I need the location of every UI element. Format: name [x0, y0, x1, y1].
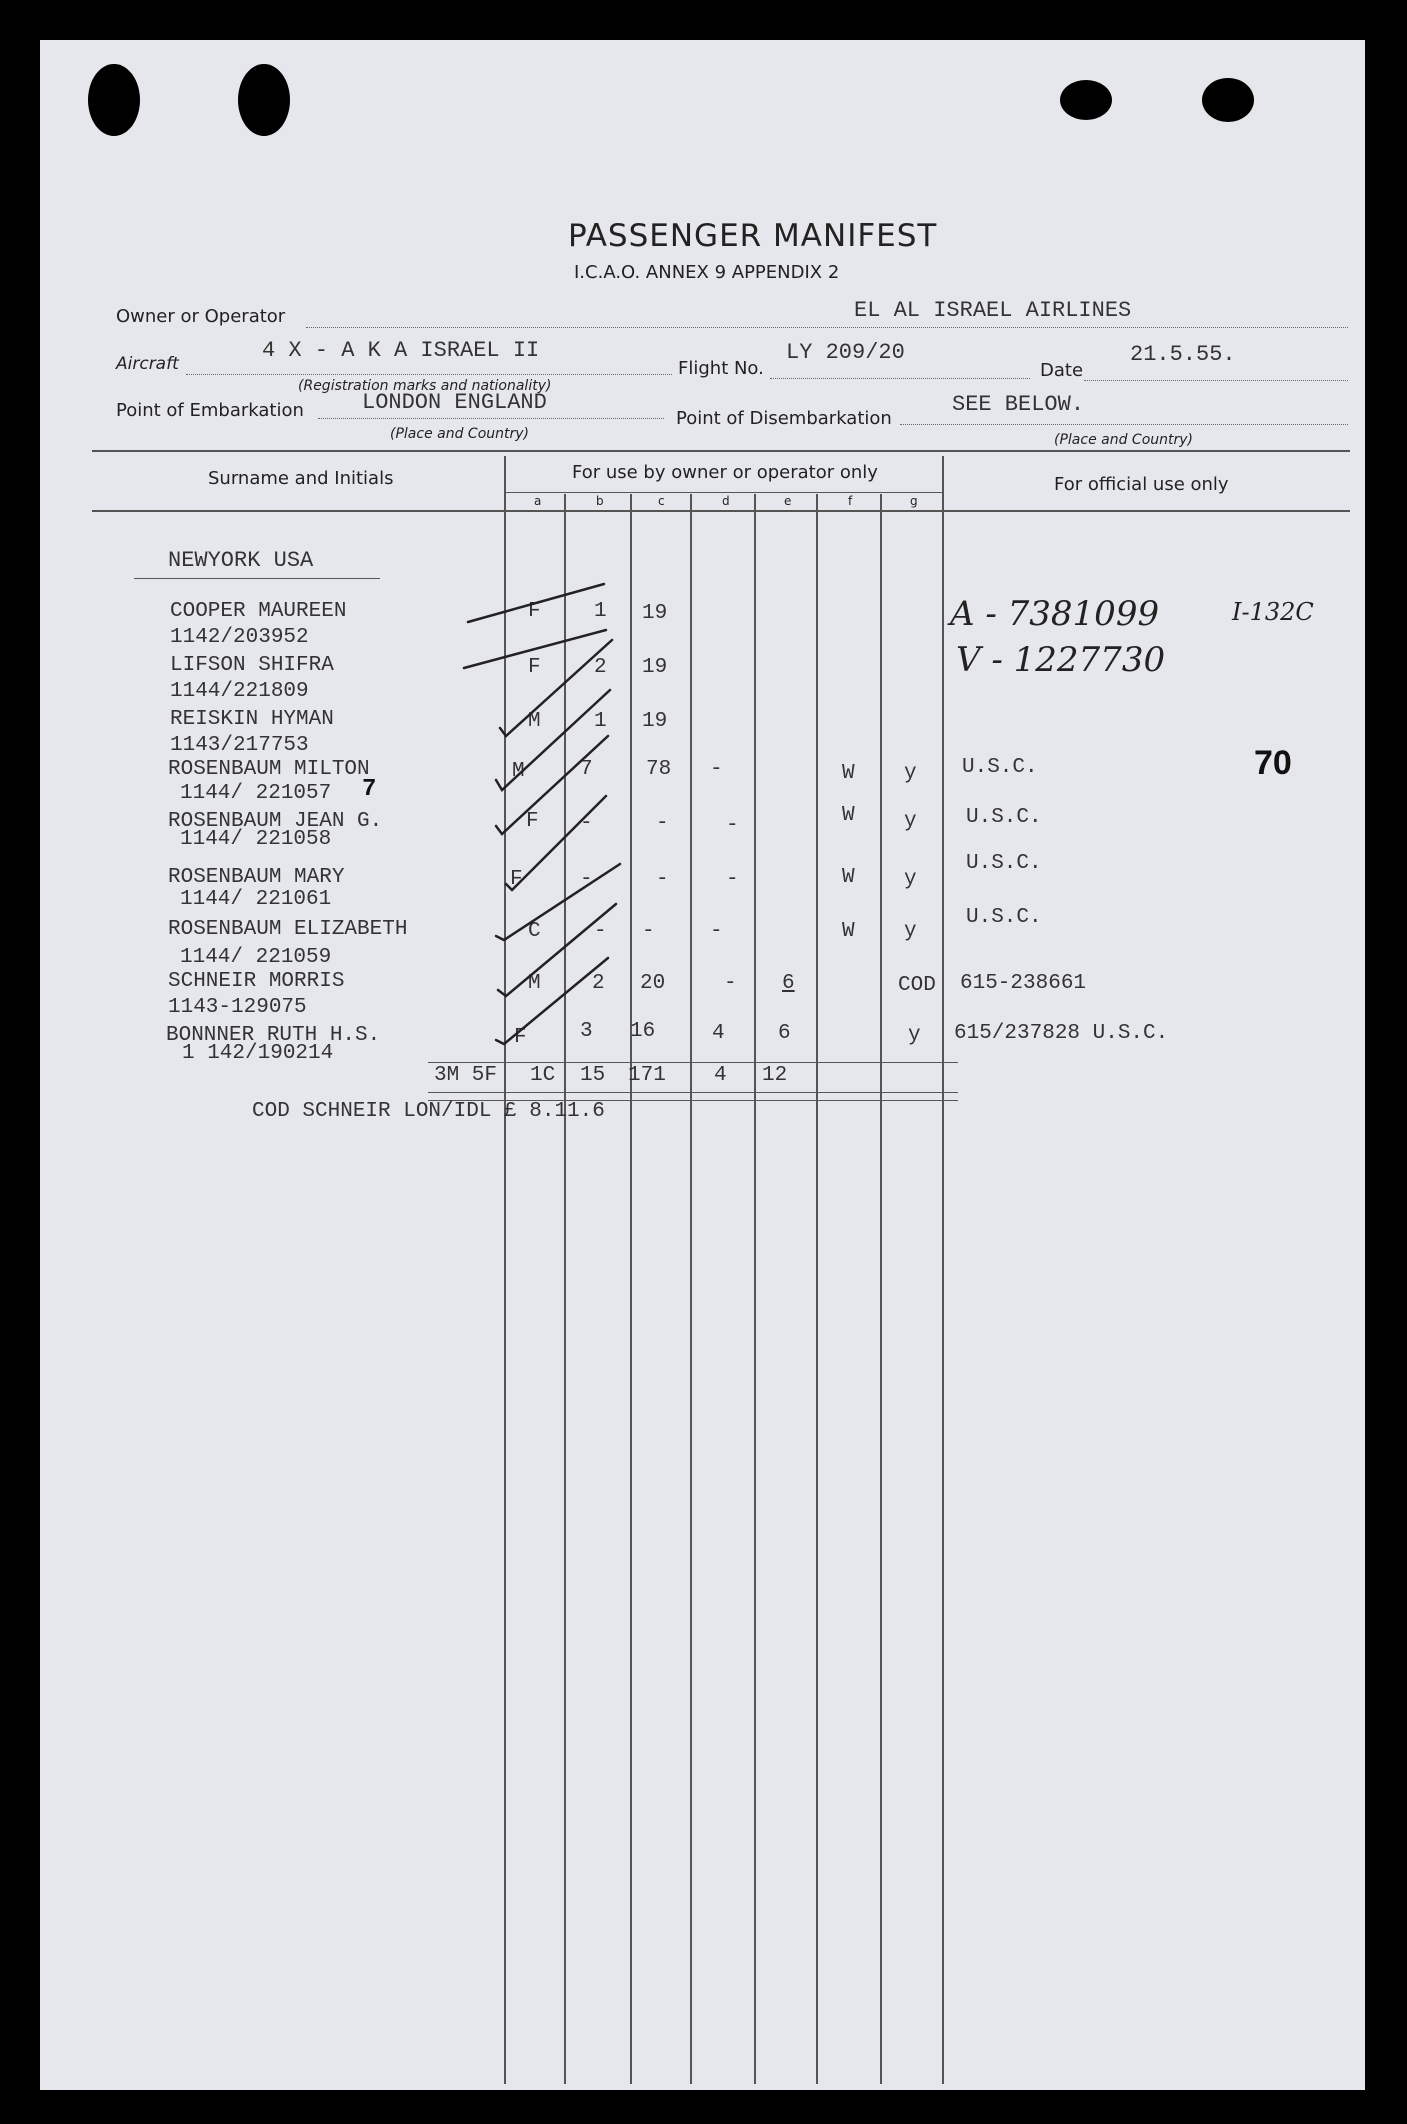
passenger-name: ROSENBAUM MARY — [168, 866, 345, 889]
cell-b: 2 — [594, 656, 607, 679]
cell-a: M — [512, 760, 525, 783]
cell-c: 19 — [642, 656, 668, 679]
totals-c: 171 — [628, 1064, 666, 1087]
handwritten-visa-number: V - 1227730 — [956, 640, 1166, 680]
subcol-a-header: a — [534, 494, 542, 508]
aircraft-value: 4 X - A K A ISRAEL II — [262, 338, 540, 363]
totals-b: 15 — [580, 1064, 606, 1087]
subcol-g-header: g — [910, 494, 918, 508]
cell-f: W — [842, 762, 855, 785]
handwritten-alien-number: A - 7381099 — [950, 594, 1160, 634]
owner-value: EL AL ISRAEL AIRLINES — [854, 298, 1132, 323]
cell-g: y — [908, 1024, 921, 1047]
col-owner-header: For use by owner or operator only — [572, 462, 878, 483]
cell-g: COD — [898, 974, 936, 997]
passenger-ticket: 1142/203952 — [170, 626, 309, 649]
passenger-ticket: 1144/221809 — [170, 680, 309, 703]
passenger-ticket: 1 142/190214 — [182, 1042, 334, 1065]
passenger-name: COOPER MAUREEN — [170, 600, 347, 623]
official-note: U.S.C. — [966, 906, 1042, 929]
passenger-ticket: 1144/ 221061 — [180, 888, 332, 911]
cell-c: - — [642, 920, 655, 943]
cell-e: 6 — [778, 1022, 791, 1045]
embark-value: LONDON ENGLAND — [362, 390, 547, 415]
checkmark — [506, 796, 606, 890]
cell-c: 20 — [640, 972, 666, 995]
checkmark — [496, 958, 608, 1044]
official-note: 615/237828 U.S.C. — [954, 1022, 1169, 1045]
date-value: 21.5.55. — [1130, 342, 1236, 367]
totals-e: 12 — [762, 1064, 788, 1087]
cell-d: 4 — [712, 1022, 725, 1045]
col-official-header: For official use only — [1054, 474, 1229, 495]
passenger-name: ROSENBAUM MILTON — [168, 758, 370, 781]
cell-b: 1 — [594, 600, 607, 623]
handwritten-correction: 7 — [362, 776, 377, 803]
cell-b: - — [594, 920, 607, 943]
cell-a: F — [526, 810, 539, 833]
subcol-e-header: e — [784, 494, 792, 508]
cell-c: 16 — [630, 1020, 656, 1043]
passenger-name: SCHNEIR MORRIS — [168, 970, 345, 993]
page-number: 70 — [1254, 744, 1292, 782]
subcol-d-header: d — [722, 494, 730, 508]
checkmark — [496, 864, 620, 940]
col-name-header: Surname and Initials — [208, 468, 394, 489]
checkmark — [496, 736, 608, 834]
subcol-b-header: b — [596, 494, 604, 508]
cell-g: y — [904, 920, 917, 943]
subcol-c-header: c — [658, 494, 665, 508]
cell-d: - — [726, 814, 739, 837]
passenger-ticket: 1144/ 221057 — [180, 782, 332, 805]
cell-a: M — [528, 972, 541, 995]
subcol-f-header: f — [848, 494, 853, 508]
cell-a: F — [528, 656, 541, 679]
cell-a: M — [528, 710, 541, 733]
cell-c: - — [656, 812, 669, 835]
checkmark — [496, 690, 610, 790]
totals-a: 1C — [530, 1064, 556, 1087]
registration-note: (Registration marks and nationality) — [298, 378, 552, 394]
flight-value: LY 209/20 — [786, 340, 905, 365]
official-note: U.S.C. — [966, 806, 1042, 829]
passenger-ticket: 1144/ 221058 — [180, 828, 332, 851]
totals-label: 3M 5F — [434, 1064, 498, 1087]
strike-line — [468, 584, 604, 622]
official-note: 615-238661 — [960, 972, 1087, 995]
passenger-name: BONNNER RUTH H.S. — [166, 1024, 381, 1047]
cell-c: - — [656, 868, 669, 891]
cell-b: - — [580, 868, 593, 891]
cell-b: 1 — [594, 710, 607, 733]
cell-a: C — [528, 920, 541, 943]
cell-d: - — [710, 758, 723, 781]
cell-b: 7 — [580, 758, 593, 781]
passenger-ticket: 1144/ 221059 — [180, 946, 332, 969]
embark-label: Point of Embarkation — [116, 400, 304, 421]
passenger-name: REISKIN HYMAN — [170, 708, 334, 731]
official-note: U.S.C. — [962, 756, 1038, 779]
cell-a: F — [528, 600, 541, 623]
passenger-name: ROSENBAUM ELIZABETH — [168, 918, 408, 941]
cell-g: y — [904, 868, 917, 891]
cell-f: W — [842, 804, 855, 827]
cod-note: COD SCHNEIR LON/IDL £ 8.11.6 — [252, 1100, 605, 1123]
cell-b: 2 — [592, 972, 605, 995]
cell-b: 3 — [580, 1020, 593, 1043]
cell-g: y — [904, 810, 917, 833]
disembark-value: SEE BELOW. — [952, 392, 1085, 417]
disembark-label: Point of Disembarkation — [676, 408, 892, 429]
owner-label: Owner or Operator — [116, 306, 286, 327]
cell-a: F — [510, 868, 523, 891]
form-subtitle: I.C.A.O. ANNEX 9 APPENDIX 2 — [574, 262, 840, 283]
cell-e: 6 — [782, 972, 795, 995]
cell-d: - — [726, 868, 739, 891]
passenger-ticket: 1143-129075 — [168, 996, 307, 1019]
date-label: Date — [1040, 360, 1084, 381]
cell-a: F — [514, 1026, 527, 1049]
cell-f: W — [842, 866, 855, 889]
cell-c: 19 — [642, 710, 668, 733]
cell-d: - — [724, 972, 737, 995]
passenger-name: ROSENBAUM JEAN G. — [168, 810, 383, 833]
passenger-name: LIFSON SHIFRA — [170, 654, 334, 677]
cell-b: - — [580, 812, 593, 835]
cell-d: - — [710, 920, 723, 943]
flight-label: Flight No. — [678, 358, 764, 379]
embark-note: (Place and Country) — [390, 426, 530, 442]
strike-line — [464, 630, 606, 668]
disembark-note: (Place and Country) — [1054, 432, 1194, 448]
passenger-ticket: 1143/217753 — [170, 734, 309, 757]
official-note: U.S.C. — [966, 852, 1042, 875]
cell-f: W — [842, 920, 855, 943]
cell-g: y — [904, 762, 917, 785]
aircraft-label: Aircraft — [116, 354, 179, 374]
cell-c: 78 — [646, 758, 672, 781]
destination-heading: NEWYORK USA — [168, 548, 314, 573]
handwritten-code: I-132C — [1232, 598, 1314, 626]
totals-d: 4 — [714, 1064, 727, 1087]
form-title: PASSENGER MANIFEST — [568, 218, 938, 254]
checkmark — [498, 904, 616, 996]
cell-c: 19 — [642, 602, 668, 625]
